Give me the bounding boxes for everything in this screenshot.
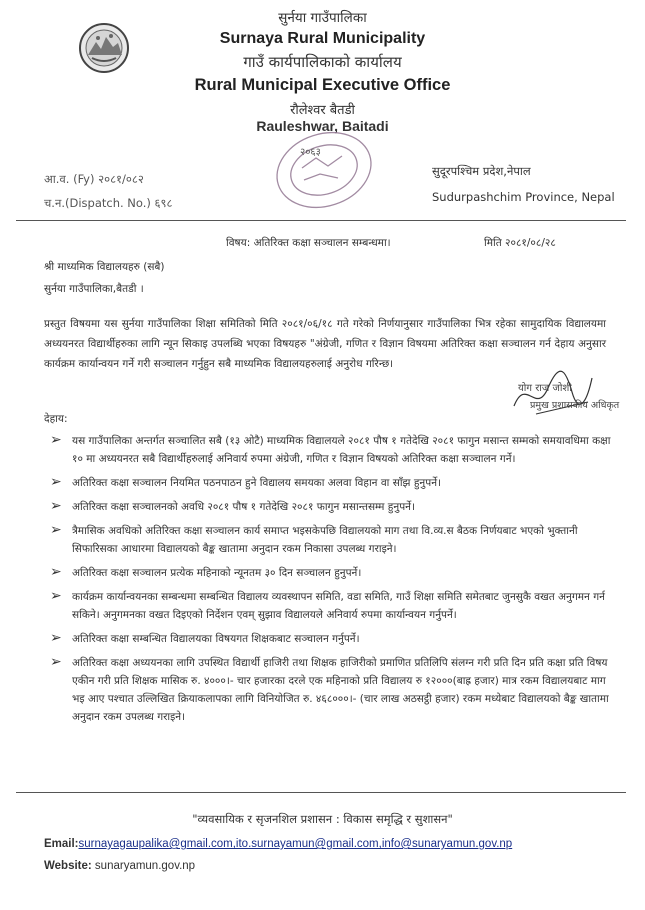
province-nepali: सुदूरपश्चिम प्रदेश,नेपाल <box>432 164 531 178</box>
dehay-label: देहाय: <box>44 413 68 425</box>
handwritten-signature <box>506 366 596 426</box>
email-links[interactable]: surnayagaupalika@gmail.com,ito.surnayamun@gmail.com,info@sunaryamun.gov.np <box>78 838 513 850</box>
signatory-title: प्रमुख प्रशासकीय अधिकृत <box>530 400 620 411</box>
arrow-bullet-icon: ➢ <box>50 630 62 646</box>
letter-subject: विषय: अतिरिक्त कक्षा सञ्चालन सम्बन्धमा। <box>226 237 391 249</box>
arrow-bullet-icon: ➢ <box>50 474 62 490</box>
arrow-bullet-icon: ➢ <box>50 498 62 514</box>
website-link[interactable]: sunaryamun.gov.np <box>94 860 196 872</box>
office-name-nepali: गाउँ कार्यपालिकाको कार्यालय <box>243 53 402 71</box>
municipality-name-english: Surnaya Rural Municipality <box>219 30 426 47</box>
list-item: ➢ अतिरिक्त कक्षा अध्ययनका लागि उपस्थित विद्यार्थी हाजिरी तथा शिक्षक हाजिरीको प्रमाणित प्रतिलिपि संलग्न गरी प्रति दिन प्रति कक्षा प्रति विषय एकीन गरी प्रति शिक्षक मासिक रु. ४०००।- चार हजारका दरले एक महिनाको प्रति विद्यालय रु १२०००(बाह्र हजार) मात्र रकम विद्यालयबाट माग भइ आए पश्चात उल्लिखित क्रियाकलापका लागि विनियोजित रु. ४६८०००।- (चार लाख अठसट्ठी हजार) रकम मध्येबाट विद्यालयको बैङ्क खातामा अनुदान रकम उपलब्ध गराइने। <box>50 654 609 723</box>
letter-date: मिति २०८१/०८/२८ <box>484 237 556 249</box>
signatory-name: योग राज जोशी <box>518 383 572 394</box>
office-stamp <box>268 128 380 212</box>
header-divider <box>16 220 626 221</box>
arrow-bullet-icon: ➢ <box>50 588 62 604</box>
fiscal-year: आ.व. (Fy) २०८१/०८२ <box>44 172 144 186</box>
arrow-bullet-icon: ➢ <box>50 654 62 670</box>
recipient-line-2: सुर्नया गाउँपालिका,बैतडी । <box>44 283 144 295</box>
letter-body: प्रस्तुत विषयमा यस सुर्नया गाउँपालिका शिक्षा समितिको मिति २०८१/०६/१८ गते गरेको निर्णयानुसार गाउँपालिका भित्र रहेका सामुदायिक विद्यालयमा अध्ययनरत विद्यार्थीहरुका लागि न्यून सिकाइ उपलब्धि भएका विषयहरु "अंग्रेजी, गणित र विज्ञान विषयमा अतिरिक्त कक्षा सञ्चालन गर्न देहाय अनुसार कार्यक्रम कार्यान्वयन गर्ने गरी सञ्चालन गर्नुहुन सबै माध्यमिक विद्यालयहरुलाई अनुरोध गरिन्छ। <box>44 318 606 370</box>
instruction-list <box>50 432 612 732</box>
recipient-line-1: श्री माध्यमिक विद्यालयहरु (सबै) <box>44 261 165 273</box>
list-item: ➢ अतिरिक्त कक्षा सम्बन्धित विद्यालयका विषयगत शिक्षकबाट सञ्चालन गर्नुपर्ने। <box>50 630 360 646</box>
list-item: ➢ कार्यक्रम कार्यान्वयनका सम्बन्धमा सम्बन्धित विद्यालय व्यवस्थापन समिति, वडा समिति, गाउँ शिक्षा समिति समेतबाट जुनसुकै वखत अनुगमन गर्न सकिने। अनुगमनका वखत दिइएको निर्देशन एवम् सुझाव विद्यालयले अनिवार्य रुपमा कार्यान्वयन गर्नुपर्ने। <box>50 588 605 621</box>
footer-slogan: "व्यवसायिक र सृजनशिल प्रशासन : विकास समृद्धि र सुशासन" <box>192 812 453 826</box>
website-line <box>44 860 195 872</box>
establishment-year: २०६३ <box>300 147 321 158</box>
email-label: Email: <box>44 838 79 850</box>
arrow-bullet-icon: ➢ <box>50 564 62 580</box>
list-item: ➢ अतिरिक्त कक्षा सञ्चालन नियमित पठनपाठन हुने विद्यालय समयका अलवा विहान वा साँझ हुनुपर्ने। <box>50 474 442 490</box>
arrow-bullet-icon: ➢ <box>50 522 62 538</box>
municipality-name-nepali: सुर्नया गाउँपालिका <box>278 10 367 26</box>
list-item: ➢ अतिरिक्त कक्षा सञ्चालन प्रत्येक महिनाको न्यूनतम ३० दिन सञ्चालन हुनुपर्ने। <box>50 564 362 580</box>
list-item: ➢ अतिरिक्त कक्षा सञ्चालनको अवधि २०८१ पौष १ गतेदेखि २०८१ फागुन मसान्तसम्म हुनुपर्ने। <box>50 498 415 514</box>
province-english: Sudurpashchim Province, Nepal <box>432 190 615 204</box>
email-line <box>44 838 512 850</box>
dispatch-number: च.न.(Dispatch. No.) ६९८ <box>44 196 173 210</box>
list-item: ➢ त्रैमासिक अवधिको अतिरिक्त कक्षा सञ्चालन कार्य समाप्त भइसकेपछि विद्यालयको माग तथा वि.व्य.स बैठक निर्णयबाट भएको भुक्तानी सिफारिसका आधारमा विद्यालयको बैङ्क खातामा अनुदान रकम निकासा उपलब्ध गराइने। <box>50 522 578 555</box>
place-name-nepali: रौलेश्वर बैतडी <box>290 103 355 118</box>
website-label: Website: <box>44 860 92 872</box>
list-item: ➢ यस गाउँपालिका अन्तर्गत सञ्चालित सबै (१३ ओटै) माध्यमिक विद्यालयले २०८१ पौष १ गतेदेखि २०८१ फागुन मसान्त सम्मको समयावधिमा कक्षा १० मा अध्ययनरत सबै विद्यार्थीहरुलाई अनिवार्य रुपमा अंग्रेजी, गणित र विज्ञान विषयको अतिरिक्त कक्षा सञ्चालन गर्ने। <box>50 432 611 465</box>
office-name-english: Rural Municipal Executive Office <box>194 76 451 94</box>
place-name-english: Rauleshwar, Baitadi <box>256 118 389 134</box>
footer-divider <box>16 792 626 793</box>
arrow-bullet-icon: ➢ <box>50 432 62 448</box>
